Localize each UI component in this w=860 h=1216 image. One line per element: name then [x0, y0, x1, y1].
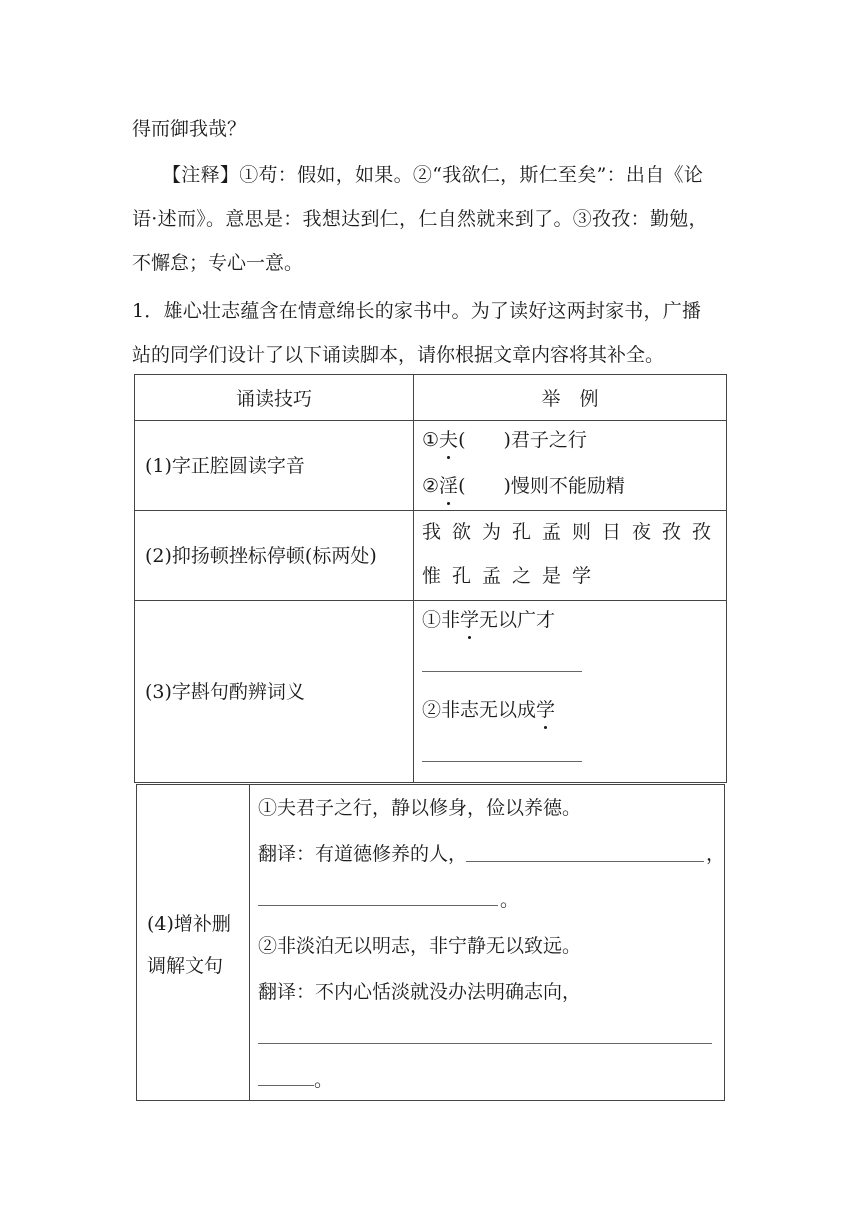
row1-ex2-prefix: ② — [422, 475, 440, 497]
row3-label: (3)字斟句酌辨词义 — [145, 681, 305, 703]
row3-example-2 — [422, 697, 555, 723]
row4-translation-1-label: 翻译：有道德修养的人， — [258, 843, 468, 865]
row2-label-cell — [135, 511, 414, 601]
row3-example-1 — [422, 607, 555, 633]
row2-label: (2)抑扬顿挫标停顿(标两处) — [145, 545, 377, 567]
table-row — [137, 785, 725, 1101]
row3-answer-blank-1[interactable] — [422, 671, 582, 672]
reading-script-table — [134, 374, 727, 783]
row4-translation-2-label: 翻译：不内心恬淡就没办法明确志向， — [258, 981, 582, 1003]
row4-sentence-2: ②非淡泊无以明志，非宁静无以致远。 — [258, 935, 582, 957]
row3-ex2-dotted-char: 学 — [536, 699, 556, 721]
row3-answer-blank-2[interactable] — [422, 761, 582, 762]
row4-label-cell — [137, 785, 250, 1101]
row3-label-cell — [135, 601, 414, 783]
header-example — [414, 375, 727, 421]
row4-label-line-1: (4)增补删 — [147, 913, 231, 935]
row4-label-line-2: 调解文句 — [147, 955, 224, 977]
row4-translation-1-comma: ， — [706, 843, 726, 865]
note-line-3: 不懈怠；专心一意。 — [132, 252, 304, 274]
table-row — [135, 421, 727, 511]
row1-ex2-suffix: ( )慢则不能励精 — [458, 475, 625, 497]
row2-example-cell — [414, 511, 727, 601]
table-row — [135, 601, 727, 783]
row1-ex2-dotted-char: 淫 — [439, 475, 459, 497]
row2-sentence-line-1: 我欲为孔孟则日夜孜孜 — [422, 521, 723, 543]
translation-1-blank-a[interactable] — [466, 861, 704, 862]
table-header-row — [135, 375, 727, 421]
note-line-1: 【注释】①苟：假如，如果。②“我欲仁，斯仁至矣”：出自《论 — [162, 164, 704, 186]
row1-example-cell — [414, 421, 727, 511]
row3-example-cell — [414, 601, 727, 783]
row1-label-cell — [135, 421, 414, 511]
table-row — [135, 511, 727, 601]
row4-content-cell — [250, 785, 725, 1101]
note-line-2: 语·述而》。意思是：我想达到仁，仁自然就来到了。③孜孜：勤勉， — [132, 208, 708, 230]
intro-line: 得而御我哉？ — [132, 118, 247, 140]
row4-sentence-1: ①夫君子之行，静以修身，俭以养德。 — [258, 797, 582, 819]
row1-example-1 — [422, 427, 587, 453]
header-example-label: 举 例 — [541, 388, 599, 410]
row3-ex2-prefix: ②非志无以成 — [422, 699, 537, 721]
row4-translation-2-end: 。 — [314, 1069, 334, 1091]
row1-ex1-dotted-char: 夫 — [439, 429, 459, 451]
row2-sentence-line-2: 惟孔孟之是学 — [422, 565, 603, 587]
row3-ex1-suffix: 无以广才 — [479, 609, 556, 631]
row1-ex1-prefix: ① — [422, 429, 440, 451]
question-line-1: 1．雄心壮志蕴含在情意绵长的家书中。为了读好这两封家书，广播 — [132, 300, 702, 322]
translation-2-blank-b[interactable] — [258, 1085, 314, 1086]
row1-example-2 — [422, 473, 625, 499]
translation-1-blank-b[interactable] — [258, 905, 498, 906]
row3-ex1-prefix: ①非 — [422, 609, 461, 631]
sentence-table — [136, 784, 725, 1101]
header-technique — [135, 375, 414, 421]
row1-label: (1)字正腔圆读字音 — [145, 455, 305, 477]
row3-ex1-dotted-char: 学 — [460, 609, 480, 631]
question-line-2: 站的同学们设计了以下诵读脚本，请你根据文章内容将其补全。 — [132, 344, 665, 366]
header-technique-label: 诵读技巧 — [235, 388, 312, 410]
row1-ex1-suffix: ( )君子之行 — [458, 429, 587, 451]
translation-2-blank-a[interactable] — [258, 1043, 712, 1044]
row4-translation-1-end: 。 — [500, 889, 520, 911]
